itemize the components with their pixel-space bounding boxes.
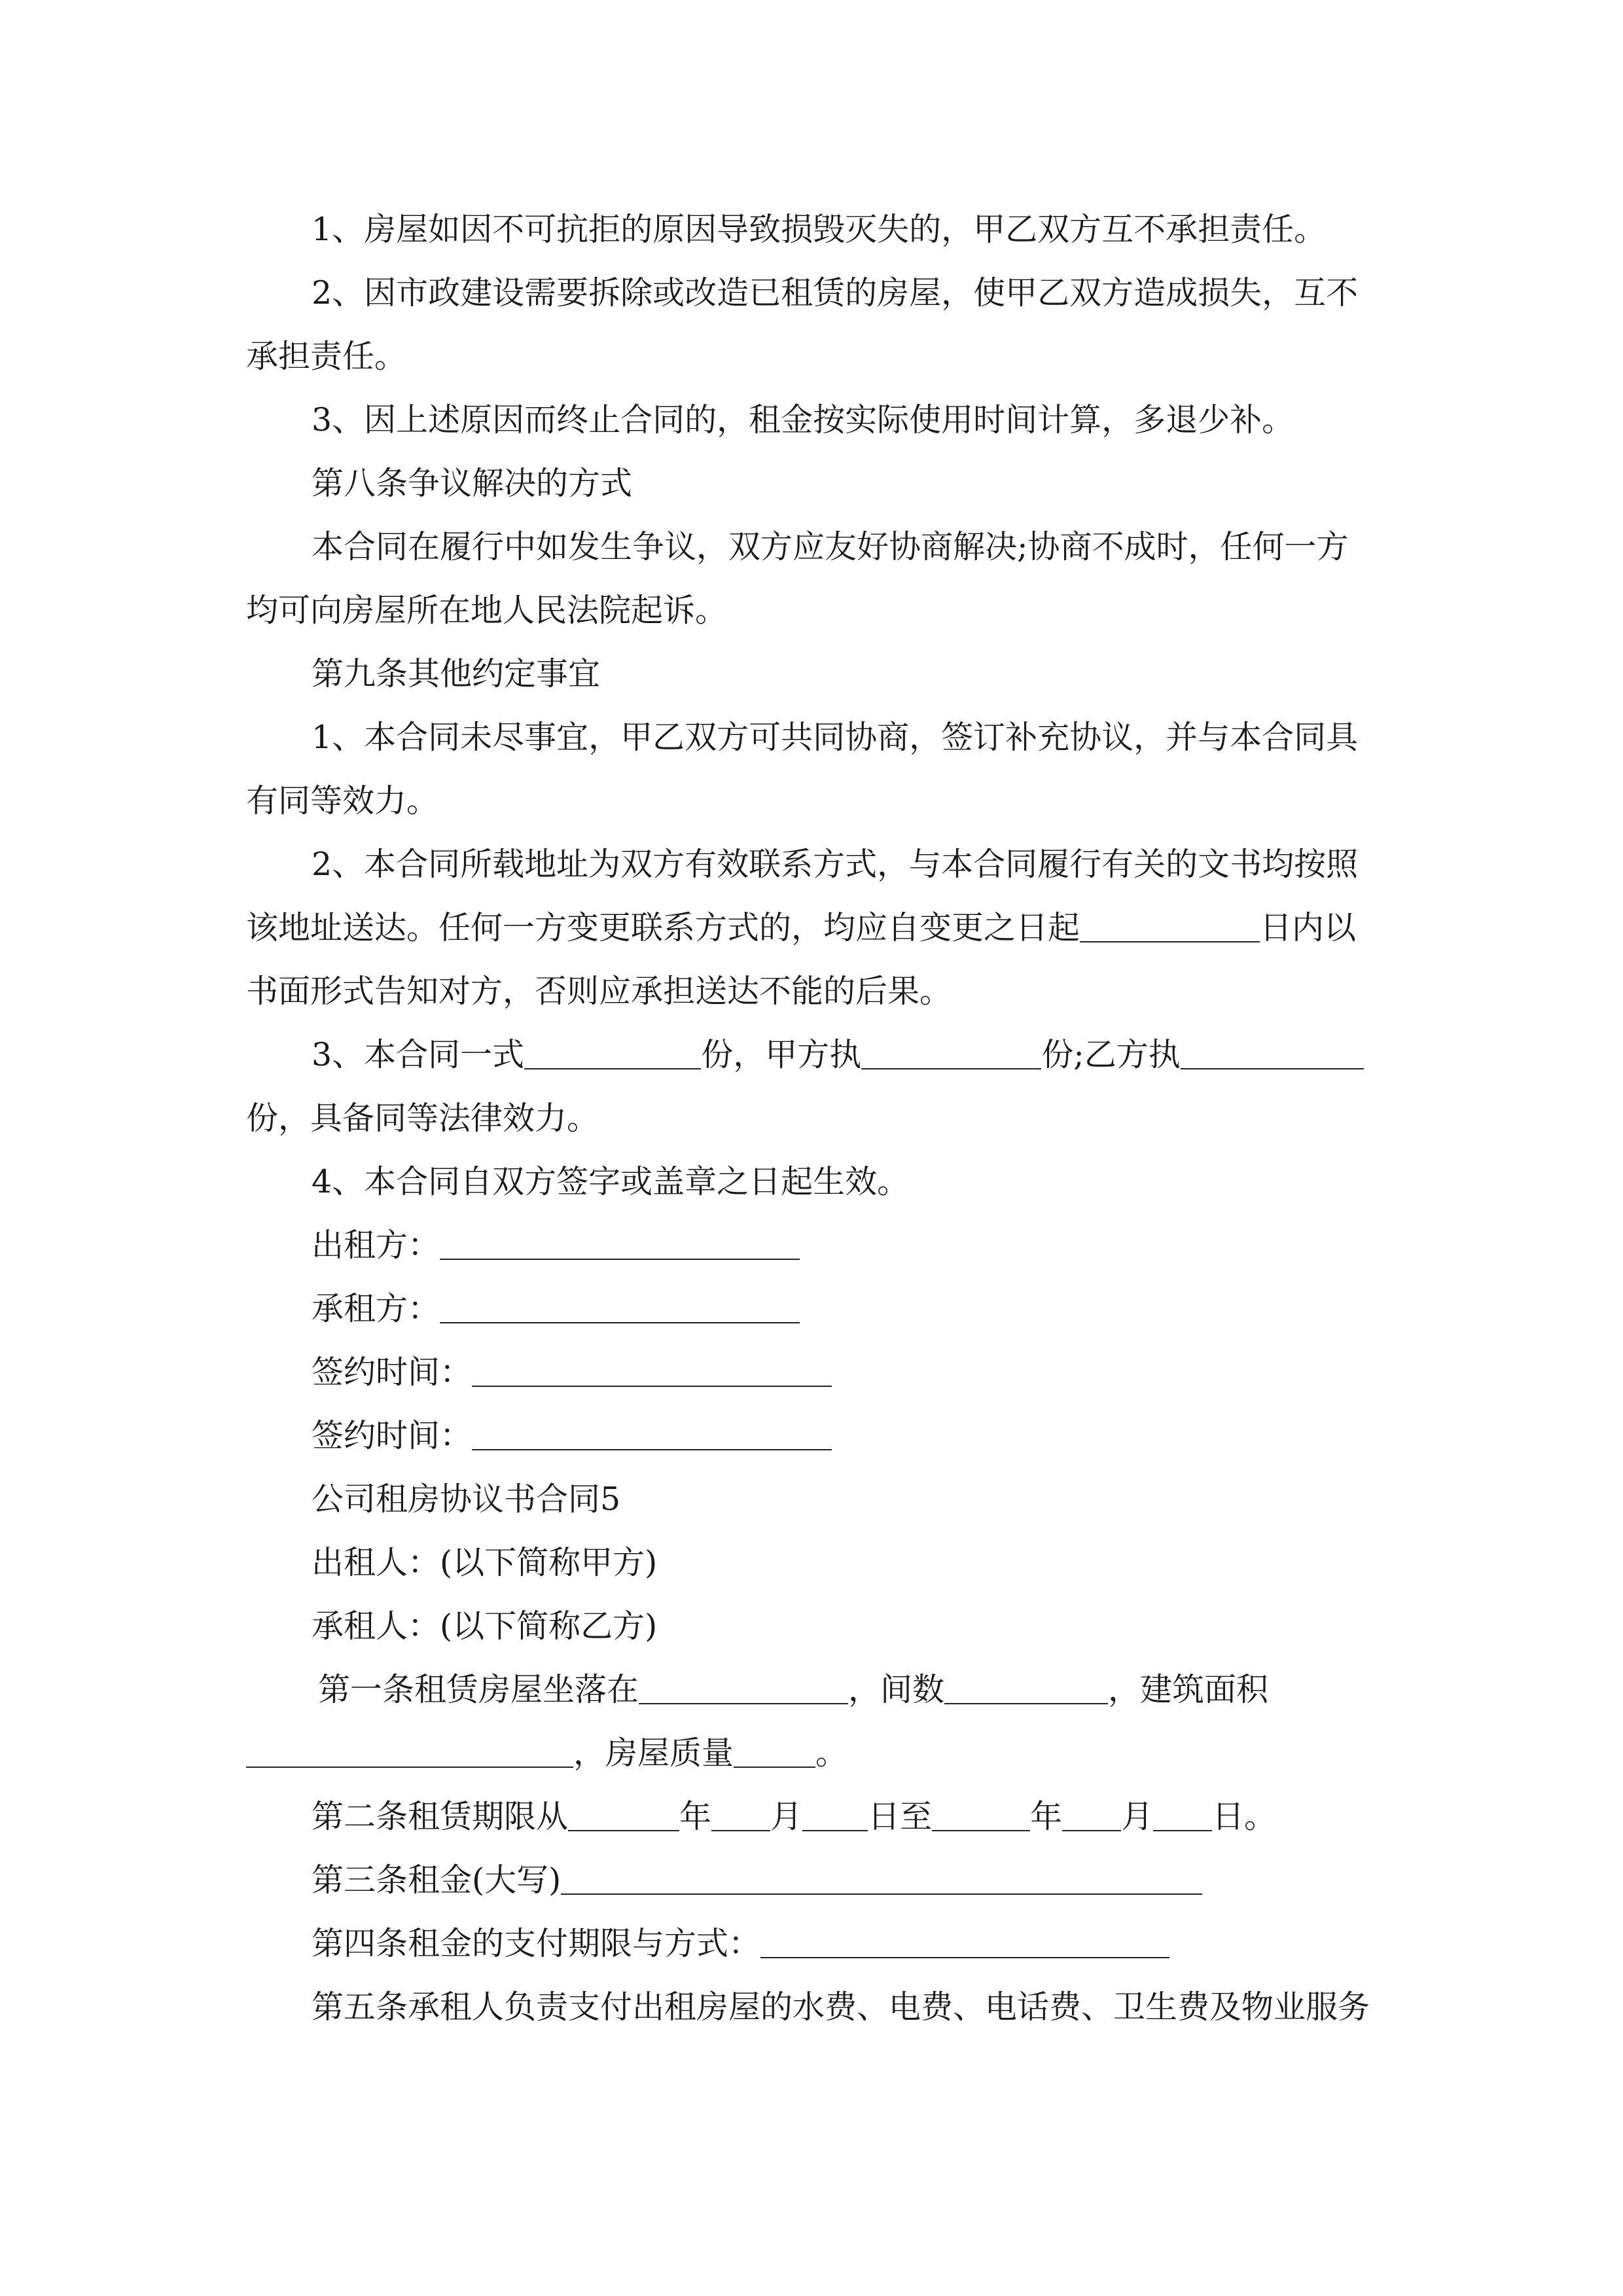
- area-blank[interactable]: [246, 1738, 573, 1768]
- signing-date-line-1: 签约时间：: [312, 1352, 1378, 1393]
- start-year-blank[interactable]: [568, 1801, 679, 1831]
- clause-8-text-cont: 均可向房屋所在地人民法院起诉。: [246, 592, 728, 629]
- payment-terms-blank[interactable]: [760, 1928, 1169, 1958]
- contract-5-title: 公司租房协议书合同5: [312, 1480, 621, 1518]
- rooms-blank[interactable]: [944, 1674, 1108, 1704]
- end-day-blank[interactable]: [1153, 1801, 1212, 1831]
- clause-9-item-3-cont: 份，具备同等法律效力。: [246, 1100, 599, 1137]
- start-day-blank[interactable]: [802, 1801, 868, 1831]
- clause-7-item-2: 2、因市政建设需要拆除或改造已租赁的房屋，使甲乙双方造成损失，互不: [312, 274, 1359, 312]
- lessee-blank[interactable]: [440, 1293, 800, 1323]
- article-5-line: 第五条承租人负责支付出租房屋的水费、电费、电话费、卫生费及物业服务: [312, 1988, 1370, 2026]
- article-4-line: 第四条租金的支付期限与方式：: [312, 1924, 1378, 1964]
- start-month-blank[interactable]: [711, 1801, 770, 1831]
- copies-total-blank[interactable]: [524, 1039, 701, 1069]
- lessor-blank[interactable]: [440, 1230, 800, 1260]
- rent-amount-blank[interactable]: [561, 1865, 1202, 1895]
- article-3-line: 第三条租金(大写): [312, 1860, 1378, 1901]
- clause-8-text: 本合同在履行中如发生争议，双方应友好协商解决;协商不成时，任何一方: [312, 528, 1349, 565]
- clause-9-item-3: 3、本合同一式 份，甲方执 份;乙方执: [312, 1035, 1378, 1075]
- clause-9-item-2-end: 书面形式告知对方，否则应承担送达不能的后果。: [246, 973, 952, 1010]
- clause-7-item-2-cont: 承担责任。: [246, 338, 407, 375]
- lessor-party-a: 出租人：(以下简称甲方): [312, 1544, 658, 1581]
- signing-date-blank-2[interactable]: [472, 1420, 832, 1450]
- clause-9-item-1-cont: 有同等效力。: [246, 782, 439, 819]
- clause-7-item-3: 3、因上述原因而终止合同的，租金按实际使用时间计算，多退少补。: [312, 401, 1294, 439]
- quality-blank[interactable]: [734, 1738, 815, 1768]
- clause-9-item-2-cont: 该地址送达。任何一方变更联系方式的，均应自变更之日起 日内以: [246, 909, 1357, 946]
- signing-date-blank-1[interactable]: [472, 1357, 832, 1387]
- copies-party-a-blank[interactable]: [861, 1039, 1041, 1069]
- article-1-line-cont: ，房屋质量 。: [246, 1733, 1378, 1774]
- clause-9-item-4: 4、本合同自双方签字或盖章之日起生效。: [312, 1163, 910, 1200]
- lessee-party-b: 承租人：(以下简称乙方): [312, 1607, 658, 1645]
- clause-9-item-1: 1、本合同未尽事宜，甲乙双方可共同协商，签订补充协议，并与本合同具: [312, 719, 1359, 756]
- copies-party-b-blank[interactable]: [1181, 1039, 1364, 1069]
- clause-9-heading: 第九条其他约定事宜: [312, 655, 601, 692]
- clause-8-heading: 第八条争议解决的方式: [312, 465, 633, 502]
- clause-7-item-1: 1、房屋如因不可抗拒的原因导致损毁灭失的，甲乙双方互不承担责任。: [312, 211, 1327, 248]
- days-blank[interactable]: [1080, 912, 1260, 942]
- lessor-signature-line: 出租方：: [312, 1225, 1378, 1266]
- article-1-line: 第一条租赁房屋坐落在 ，间数 ，建筑面积: [318, 1671, 1269, 1708]
- lessee-signature-line: 承租方：: [312, 1289, 1378, 1329]
- signing-date-line-2: 签约时间：: [312, 1416, 1378, 1456]
- end-year-blank[interactable]: [932, 1801, 1030, 1831]
- location-blank[interactable]: [639, 1674, 848, 1704]
- end-month-blank[interactable]: [1062, 1801, 1121, 1831]
- clause-9-item-2: 2、本合同所载地址为双方有效联系方式，与本合同履行有关的文书均按照: [312, 846, 1359, 883]
- article-2-line: 第二条租赁期限从 年 月 日至 年 月 日。: [312, 1798, 1277, 1835]
